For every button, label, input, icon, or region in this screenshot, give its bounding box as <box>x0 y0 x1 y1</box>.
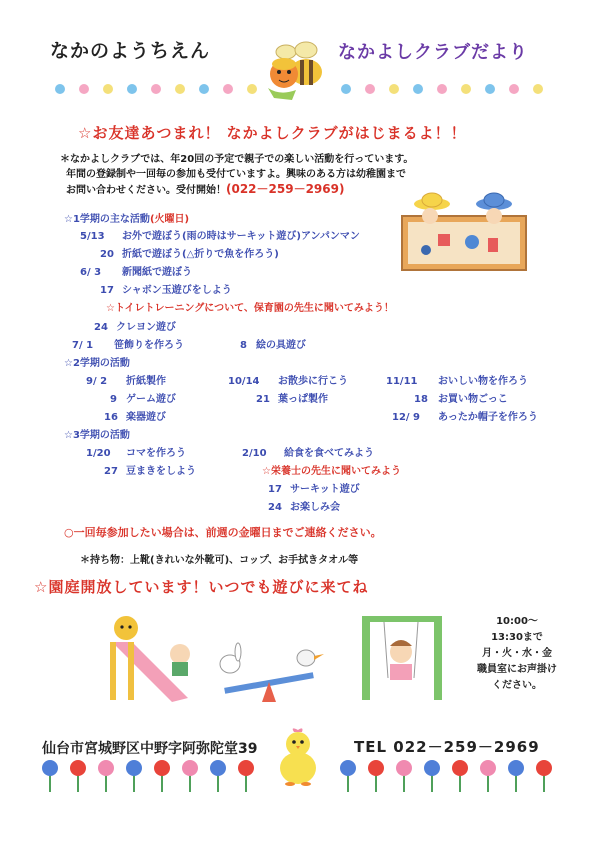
term3-event: 27 豆まきをしよう <box>104 466 196 477</box>
intro-text <box>60 152 413 198</box>
term2-title: ☆2学期の活動 <box>64 358 130 369</box>
term1-event: 6/ 3 新聞紙で遊ぼう <box>80 267 192 278</box>
term2-event: 16 楽器遊び <box>104 412 166 423</box>
term1-title: ☆1学期の主な活動(火曜日) <box>64 214 190 225</box>
term2-event: 21 葉っぱ製作 <box>256 394 328 405</box>
tulip-row <box>36 758 556 798</box>
newsletter-title: なかよしクラブだより <box>338 42 528 63</box>
open-hours: 10:00～ 13:30まで 月・火・水・金 職員室にお声掛け ください。 <box>477 616 557 691</box>
intro-line-3: お問い合わせください。受付開始！ <box>66 185 226 196</box>
term1-day: (火曜日) <box>149 214 190 225</box>
term3-note: ☆栄養士の先生に聞いてみよう <box>262 466 401 477</box>
term2-event: 18 お買い物ごっこ <box>414 394 508 405</box>
address: 仙台市宮城野区中野字阿弥陀堂39 <box>42 741 258 757</box>
items-note: ＊持ち物：上靴(きれいな外靴可)、コップ、お手拭きタオル等 <box>80 555 359 566</box>
term1-event: 5/13 お外で遊ぼう(雨の時はサーキット遊び)アンパンマン <box>80 231 360 242</box>
term2-event: 9 ゲーム遊び <box>110 394 176 405</box>
term2-event: 10/14 お散歩に行こう <box>228 376 348 387</box>
term3-event: 17 サーキット遊び <box>268 484 360 495</box>
term3-event: 24 お楽しみ会 <box>268 502 340 513</box>
term2-event: 9/ 2 折紙製作 <box>86 376 166 387</box>
term1-event: 8 絵の具遊び <box>240 340 306 351</box>
term2-event: 11/11 おいしい物を作ろう <box>386 376 528 387</box>
intro-line-2: 年間の登録制や一回毎の参加も受付ていますよ。興味のある方は幼稚園まで <box>66 169 406 180</box>
open-garden-heading: ☆園庭開放しています！いつでも遊びに来てね <box>34 578 369 596</box>
term2-event: 12/ 9 あったか帽子を作ろう <box>392 412 538 423</box>
term3-event: 1/20 コマを作ろう <box>86 448 186 459</box>
term3-event: 2/10 給食を食べてみよう <box>242 448 374 459</box>
playground-illustration <box>92 612 452 712</box>
term3-title: ☆3学期の活動 <box>64 430 130 441</box>
term1-event: 24 クレヨン遊び <box>94 322 176 333</box>
term1-note: ☆トイレトレーニングについて、保育園の先生に聞いてみよう！ <box>106 303 394 314</box>
school-name: なかのようちえん <box>50 40 211 62</box>
intro-phone: (022－259－2969) <box>226 182 345 196</box>
intro-line-1: ＊なかよしクラブでは、年20回の予定で親子での楽しい活動を行っています。 <box>60 154 414 165</box>
sandbox-illustration <box>398 190 530 274</box>
deadline-note: ○一回毎参加したい場合は、前週の金曜日までご連絡ください。 <box>64 526 382 539</box>
term1-event: 20 折紙で遊ぼう(△折りで魚を作ろう) <box>100 249 279 260</box>
term1-event: 17 シャボン玉遊びをしよう <box>100 285 232 296</box>
headline: ☆お友達あつまれ！ なかよしクラブがはじまるよ！！ <box>78 124 467 142</box>
bird-dot-garland <box>50 80 550 98</box>
term1-event: 7/ 1 笹飾りを作ろう <box>72 340 184 351</box>
telephone: TEL 022－259－2969 <box>354 738 540 756</box>
